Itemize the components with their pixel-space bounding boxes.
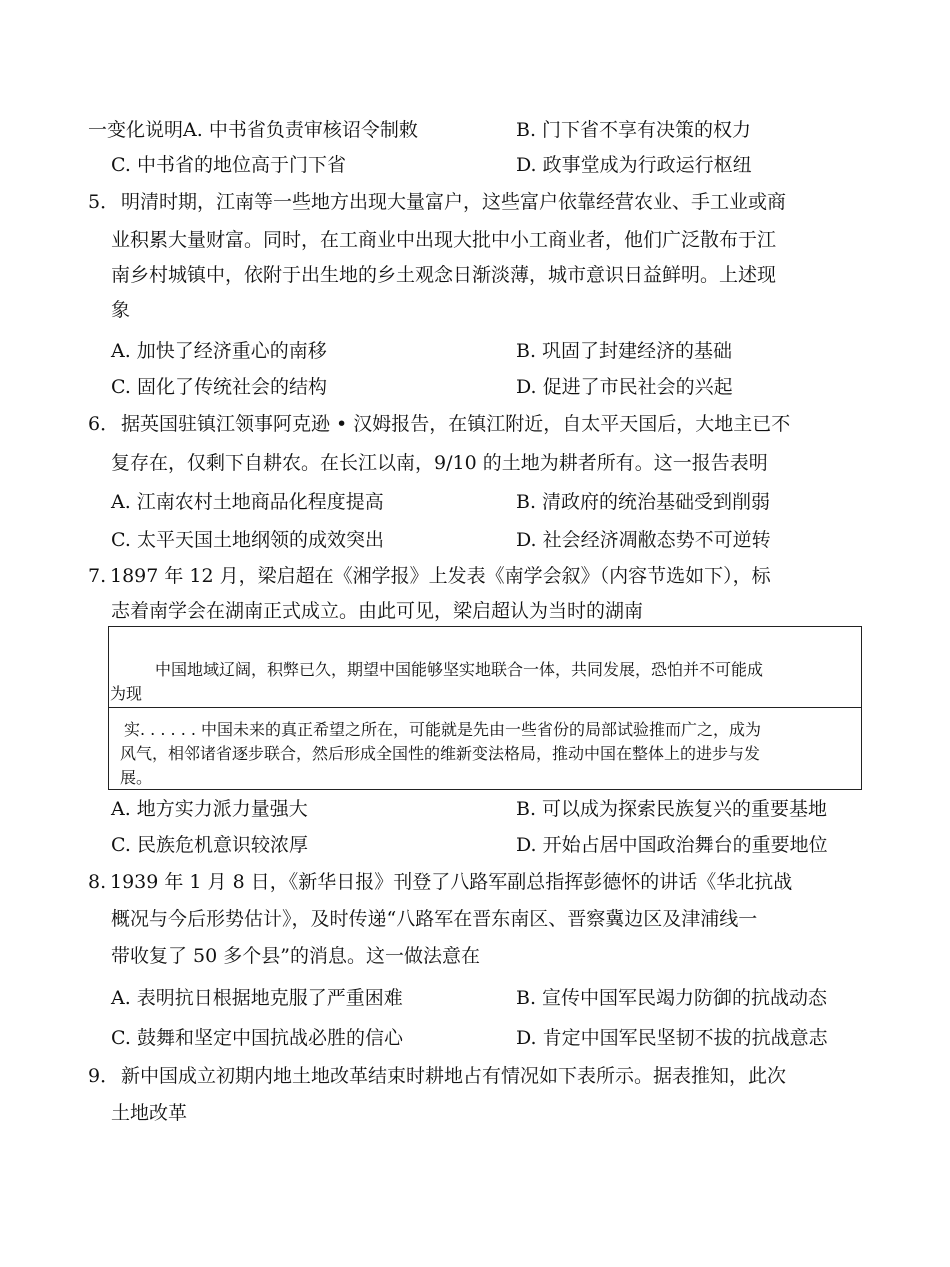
q5-option-a[interactable]: A. 加快了经济重心的南移 — [111, 340, 327, 362]
q7-option-d[interactable]: D. 开始占居中国政治舞台的重要地位 — [516, 834, 828, 856]
q7-quote-divider — [108, 707, 862, 708]
q6-option-b[interactable]: B. 清政府的统治基础受到削弱 — [516, 491, 771, 513]
q7-quote-line-3: 实. . . . . . 中国未来的真正希望之所在，可能就是先由一些省份的局部试验推而广之，成为 — [124, 720, 762, 739]
q6-number: 6． — [88, 413, 120, 435]
q5-number: 5． — [88, 191, 120, 213]
q6-option-d[interactable]: D. 社会经济凋敝态势不可逆转 — [516, 529, 771, 551]
q8-number: 8. — [88, 871, 107, 893]
q7-number: 7. — [88, 565, 107, 587]
q5-stem-line-2: 业积累大量财富。同时，在工商业中出现大批中小工商业者，他们广泛散布于江 — [111, 229, 777, 251]
q7-option-a[interactable]: A. 地方实力派力量强大 — [111, 798, 308, 820]
q8-option-d[interactable]: D. 肯定中国军民坚韧不拔的抗战意志 — [516, 1027, 828, 1049]
q9-number: 9． — [88, 1065, 120, 1087]
q5-stem-line-4: 象 — [111, 299, 131, 321]
q8-stem-line-3: 带收复了 50 多个县”的消息。这一做法意在 — [111, 945, 480, 967]
q8-stem-line-1: 1939 年 1 月 8 日，《新华日报》刊登了八路军副总指挥彭德怀的讲话《华北抗战 — [110, 871, 793, 893]
q8-option-b[interactable]: B. 宣传中国军民竭力防御的抗战动态 — [516, 987, 828, 1009]
q7-stem-line-2: 志着南学会在湖南正式成立。由此可见，梁启超认为当时的湖南 — [111, 600, 644, 622]
q4-option-c[interactable]: C. 中书省的地位高于门下省 — [111, 154, 346, 176]
q7-option-c[interactable]: C. 民族危机意识较浓厚 — [111, 834, 308, 856]
q6-option-c[interactable]: C. 太平天国土地纲领的成效突出 — [111, 529, 384, 551]
q4-option-a[interactable]: A. 中书省负责审核诏令制敕 — [183, 119, 418, 141]
q4-prefix: 一变化说明 — [88, 119, 184, 141]
q9-stem-line-2: 土地改革 — [111, 1102, 188, 1124]
q5-stem-line-3: 南乡村城镇中，依附于出生地的乡土观念日渐淡薄，城市意识日益鲜明。上述现 — [111, 264, 777, 286]
q6-stem-line-2: 复存在，仅剩下自耕农。在长江以南，9/10 的土地为耕者所有。这一报告表明 — [111, 452, 768, 474]
q8-option-a[interactable]: A. 表明抗日根据地克服了严重困难 — [111, 987, 403, 1009]
q6-option-a[interactable]: A. 江南农村土地商品化程度提高 — [111, 491, 384, 513]
q8-stem-line-2: 概况与今后形势估计》，及时传递“八路军在晋东南区、晋察冀边区及津浦线一 — [111, 908, 758, 930]
q4-option-d[interactable]: D. 政事堂成为行政运行枢纽 — [516, 154, 752, 176]
q5-option-b[interactable]: B. 巩固了封建经济的基础 — [516, 340, 733, 362]
q5-option-d[interactable]: D. 促进了市民社会的兴起 — [516, 376, 733, 398]
q7-stem-line-1: 1897 年 12 月，梁启超在《湘学报》上发表《南学会叙》（内容节选如下），标 — [110, 565, 771, 587]
q5-option-c[interactable]: C. 固化了传统社会的结构 — [111, 376, 327, 398]
q6-stem-line-1: 据英国驻镇江领事阿克逊 • 汉姆报告，在镇江附近，自太平天国后，大地主已不 — [121, 413, 791, 435]
q9-stem-line-1: 新中国成立初期内地土地改革结束时耕地占有情况如下表所示。据表推知，此次 — [121, 1065, 787, 1087]
q7-quote-line-1: 中国地域辽阔，积弊已久，期望中国能够坚实地联合一体，共同发展，恐怕并不可能成 — [155, 660, 764, 679]
q7-quote-line-4: 风气，相邻诸省逐步联合，然后形成全国性的维新变法格局，推动中国在整体上的进步与发 — [120, 744, 761, 763]
q8-option-c[interactable]: C. 鼓舞和坚定中国抗战必胜的信心 — [111, 1027, 403, 1049]
q7-quote-line-2: 为现 — [110, 684, 143, 703]
q7-quote-line-5: 展。 — [120, 768, 153, 787]
q7-option-b[interactable]: B. 可以成为探索民族复兴的重要基地 — [516, 798, 828, 820]
q4-option-b[interactable]: B. 门下省不享有决策的权力 — [516, 119, 752, 141]
q5-stem-line-1: 明清时期，江南等一些地方出现大量富户，这些富户依靠经营农业、手工业或商 — [121, 191, 787, 213]
q4-prefix-option-a-line — [88, 117, 418, 143]
